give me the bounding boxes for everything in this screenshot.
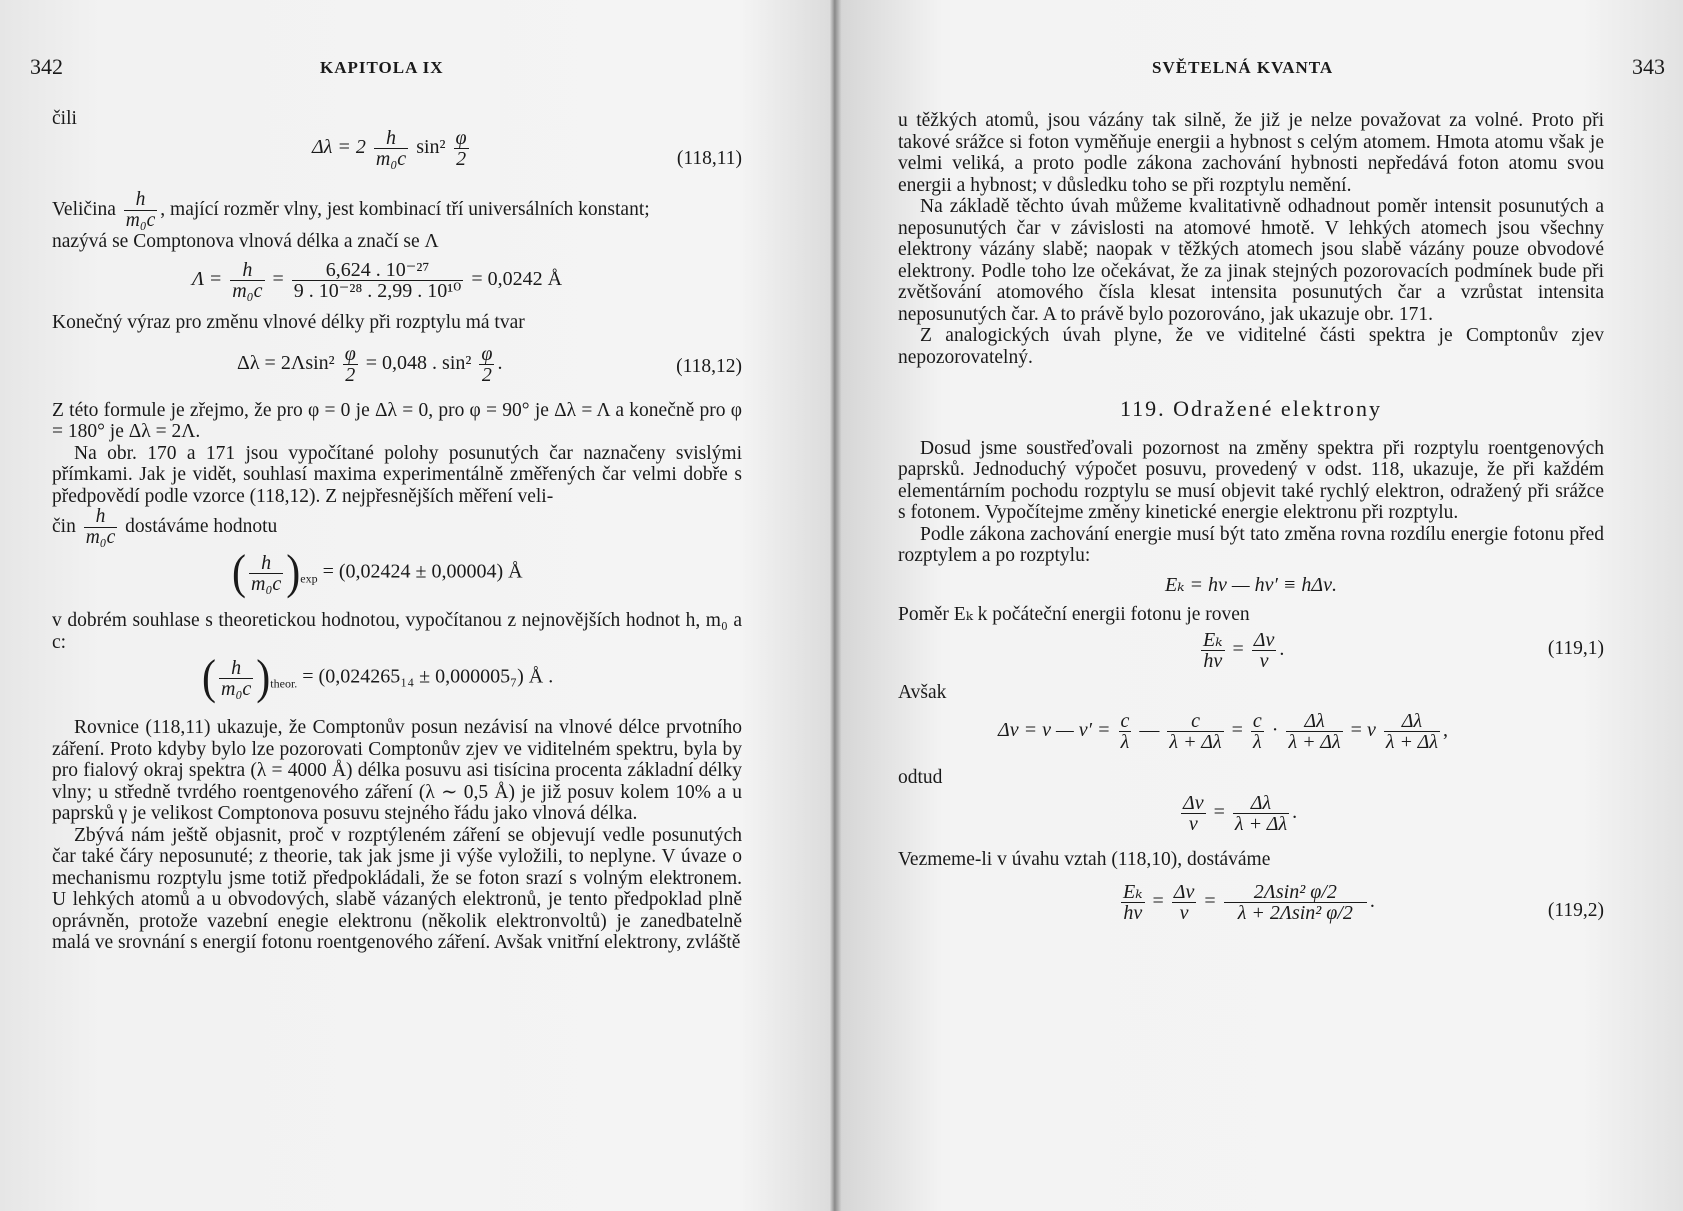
- eq-fraction: [1172, 882, 1197, 923]
- equation-119-2: $\frac{\text{Eₖ}}{h\nu}$ = $\frac{\Delta\nu}{\nu}$ = $\frac{\text{2Λsin² φ/2}}{\text{λ + 2Λsin² φ/2}}$ . (119,2): [1123, 881, 1604, 924]
- right-page: [840, 0, 1683, 1211]
- paren-open: (: [232, 546, 246, 600]
- eq-den: ν: [1252, 650, 1277, 671]
- paragraph-vezmeme: Vezmeme-li v úvahu vztah (118,10), dostáváme: [898, 848, 1271, 870]
- eq-num: Eₖ: [1123, 881, 1143, 903]
- paragraph-velicina: [52, 190, 742, 231]
- equation-118-12: Δλ = 2Λsin² $\frac{\varphi}{2}$ = 0,048 . sin² $\frac{\varphi}{2}$ . (118,12): [237, 342, 742, 386]
- paragraph-v-dobrem: v dobrém souhlase s theoretickou hodnotou, vypočítanou z nejnovějších hodnot h, m₀ a c:: [52, 610, 742, 653]
- eq-num: h: [135, 188, 146, 210]
- eq-fraction: [292, 260, 464, 301]
- eq-den: m₀c: [251, 572, 282, 595]
- paragraph-pomer: Poměr Eₖ k počáteční energii fotonu je roven: [898, 604, 1250, 625]
- eq-num: h: [242, 259, 253, 281]
- running-head: SVĚTELNÁ KVANTA: [1152, 58, 1334, 77]
- paragraph-rovnice: Rovnice (118,11) ukazuje, že Comptonův posun nezávisí na vlnové délce prvotního záření. Proto kdyby bylo lze pozorovati Comptonův zjev ve viditelném spektru, byla by pro fialový okraj spektra (λ = 4000 Å) délka posuvu asi tisícina procenta základní délky vlny; u středně tvrdého roentgenového záření (λ ∼ 0,5 Å) je již posuv kolem 10% a u paprsků γ je velikost Comptonova posuvu stejného řádu jako vlnová délka.: [52, 717, 742, 824]
- text-span: dostáváme hodnotu: [125, 515, 278, 537]
- paragraph-avsak: Avšak: [898, 681, 947, 703]
- eq-result: = 0,0242 Å: [471, 268, 563, 291]
- eq-num: φ: [455, 126, 467, 149]
- right-text-column: [898, 110, 1604, 960]
- eq-value: = (0,02424 ± 0,00004) Å: [322, 560, 523, 583]
- text-span: čin: [52, 515, 76, 537]
- eq-den: hν: [1201, 650, 1225, 671]
- eq-num: Δν: [1173, 881, 1195, 903]
- eq-den: λ + 2Λsin² φ/2: [1224, 902, 1367, 923]
- eq-den: m₀c: [85, 527, 116, 548]
- paren-open: (: [202, 651, 216, 705]
- eq-den: λ + Δλ: [1169, 731, 1222, 753]
- eq-den: m₀c: [221, 677, 252, 700]
- paragraph-nazyva: nazývá se Comptonova vlnová délka a značí se Λ: [52, 230, 439, 252]
- page-number: 342: [30, 54, 63, 79]
- paren-close: ): [256, 651, 271, 705]
- eq-fraction: [1224, 882, 1367, 923]
- eq-den: λ + Δλ: [1234, 812, 1288, 835]
- eq-den: hν: [1121, 902, 1145, 923]
- eq-den: m₀c: [125, 209, 156, 231]
- eq-subscript: exp: [300, 571, 318, 586]
- eq-num: Δλ: [1250, 791, 1272, 814]
- equation-ek: Eₖ = hν — hν′ ≡ hΔν.: [1164, 573, 1338, 596]
- paragraph-z-teto: Z této formule je zřejmo, že pro φ = 0 je Δλ = 0, pro φ = 90° je Δλ = Λ a konečně pro φ = 180° je Δλ = 2Λ.: [52, 399, 742, 442]
- eq-fraction: [1119, 711, 1132, 752]
- paragraph-u-tezkych: u těžkých atomů, jsou vázány tak silně, že již je nelze považovat za volné. Proto při takové srážce si foton vyměňuje energii a hybnost s celým atomem. Hmota atomu však je velmi veliká, a proto podle zákona zachování hybnosti nepředává foton atomu svou energii a hybnost; v důsledku toho se při rozptylu nemění.: [898, 110, 1604, 196]
- eq-fraction: [1251, 711, 1264, 752]
- eq-lhs: Δλ = 2: [312, 135, 366, 158]
- eq-num: Δν: [1183, 791, 1204, 814]
- eq-fraction: [454, 128, 469, 169]
- paragraph-z-analogickych: Z analogických úvah plyne, že ve viditelné části spektra je Comptonův zjev nepozorovatelný.: [898, 325, 1604, 368]
- eq-num: c: [1120, 710, 1130, 732]
- equation-118-11: [52, 126, 742, 180]
- text-span: , mající rozměr vlny, jest kombinací tří universálních konstant;: [160, 198, 650, 220]
- paren-close: ): [286, 546, 301, 600]
- eq-den: 2: [479, 364, 494, 385]
- paragraph-cin: [52, 507, 742, 548]
- equation-number: (119,2): [1547, 900, 1604, 921]
- eq-num: h: [95, 506, 106, 527]
- paragraph-konecny: Konečný výraz pro změnu vlnové délky při rozptylu má tvar: [52, 312, 525, 333]
- section-heading: 119. Odražené elektrony: [1119, 396, 1383, 421]
- eq-fraction: [1233, 793, 1289, 834]
- eq-den: λ: [1119, 731, 1132, 752]
- eq-fraction: [1121, 882, 1145, 923]
- eq-num: φ: [344, 342, 356, 365]
- eq-den: ν: [1172, 902, 1197, 923]
- eq-fraction: [124, 190, 158, 231]
- eq-num: c: [1191, 710, 1200, 732]
- eq-fraction: [1252, 630, 1277, 671]
- eq-lhs: Δλ = 2Λsin²: [237, 351, 335, 374]
- text-span: Veličina: [52, 198, 116, 220]
- paragraph-zbyva: Zbývá nám ještě objasnit, proč v rozptýleném záření se objevují vedle posunutých čar také čáry neposunuté; z theorie, tak jak jsme ji výše vyložili, to neplyne. V úvaze o mechanismu rozptylu jsme totiž předpokládali, že se foton srazí s volným elektronem. U lehkých atomů a u obvodových, slabě vázaných elektronů, je tento předpoklad plně oprávněn, protože vazební enegie elektronu (několik elektronvoltů) je zanedbatelně malá ve srovnání s energií fotonu roentgenového záření. Avšak vnitřní elektrony, zvláště: [52, 824, 742, 953]
- eq-fraction: [1181, 793, 1206, 834]
- eq-den: m₀c: [375, 147, 407, 170]
- paragraph-na-obr: Na obr. 170 a 171 jsou vypočítané polohy posunutých čar naznačeny svislými přímkami. Jak je vidět, souhlasí maxima experimentálně změřených čar velmi dobře s předpovědí podle vzorce (118,12). Z nejpřesnějších měření veli-: [52, 442, 742, 507]
- eq-fraction: [1167, 711, 1223, 752]
- eq-fraction: [84, 507, 118, 548]
- eq-den: 9 . 10⁻²⁸ . 2,99 . 10¹⁰: [293, 280, 462, 302]
- equation-lambda: Λ = $\frac{h}{\text{m₀c}}$ = $\frac{\text{6,624 . 10⁻²⁷}}{\text{9 . 10⁻²⁸ . 2,99 . 10¹⁰}}$ = 0,0242 Å: [192, 259, 563, 302]
- eq-den: m₀c: [232, 280, 263, 302]
- eq-fraction: [343, 344, 358, 385]
- eq-fraction: [249, 553, 283, 594]
- eq-den: 2: [343, 364, 358, 385]
- eq-num: h: [231, 656, 242, 679]
- paragraph-dosud: Dosud jsme soustřeďovali pozornost na změny spektra při rozptylu roentgenových paprsků. Jednoduchý výpočet posuvu, provedený v odst. 118, ukazuje, že při každém elementárním pochodu rozptylu se musí objevit také rychlý elektron, odražený při srážce s fotonem. Vypočítejme změny kinetické energie elektronu při rozptylu.: [898, 437, 1604, 523]
- eq-fraction: [230, 260, 264, 301]
- equation-ratio: $\frac{\Delta\nu}{\nu}$ = $\frac{\Delta\lambda}{\lambda + \Delta\lambda}$ .: [1183, 791, 1298, 835]
- eq-lhs: Λ =: [192, 268, 223, 291]
- eq-fraction: [1384, 711, 1440, 752]
- equation-number: (118,11): [676, 147, 742, 169]
- equation-number: (119,1): [1547, 637, 1604, 659]
- eq-fraction: [1286, 711, 1342, 752]
- eq-sin: sin²: [416, 135, 446, 158]
- eq-rhs: = 0,048 . sin²: [365, 351, 472, 374]
- eq-fraction: [219, 658, 253, 699]
- eq-num: Δλ: [1401, 710, 1423, 732]
- eq-den: 2: [454, 148, 469, 169]
- paragraph-na-zaklade: Na základě těchto úvah můžeme kvalitativně odhadnout poměr intensit posunutých a neposunutých čar v závislosti na atomové hmotě. V lehkých atomech jsou všechny elektrony vázány slabě; naopak v těžkých atomech jsou slabě vázány pouze obvodové elektrony. Podle toho lze očekávat, že za jinak stejných pozorovacích podmínek bude při zvětšování atomového čísla klesat intensita posunutých čar a vzrůstat intensita neposunutých čar. A to právě bylo pozorováno, jak ukazuje obr. 171.: [898, 196, 1604, 325]
- equation-exp: [52, 546, 742, 606]
- eq-num: Δν: [1253, 628, 1275, 651]
- eq-fraction: [479, 344, 494, 385]
- eq-fraction: [374, 128, 408, 169]
- eq-den: λ + Δλ: [1385, 731, 1439, 753]
- equation-119-1: $\frac{\text{Eₖ}}{h\nu}$ = $\frac{\Delta\nu}{\nu}$ . (119,1): [1203, 628, 1604, 672]
- paragraph-cili: čili: [52, 108, 77, 129]
- running-head: KAPITOLA IX: [320, 58, 444, 77]
- paragraph-podle: Podle zákona zachování energie musí být tato změna rovna rozdílu energie fotonu před rozptylem a po rozptylu:: [898, 523, 1604, 566]
- page-number: 343: [1632, 54, 1665, 79]
- eq-num: c: [1252, 710, 1262, 732]
- equation-number: (118,12): [676, 355, 742, 377]
- eq-lhs: Δν = ν — ν′ =: [998, 719, 1111, 742]
- equation-theor: [52, 651, 742, 711]
- eq-num: Eₖ: [1203, 628, 1223, 651]
- eq-num: h: [261, 551, 272, 574]
- eq-den: λ + Δλ: [1288, 731, 1341, 753]
- eq-num: Δλ: [1304, 710, 1325, 732]
- eq-fraction: [1201, 630, 1225, 671]
- paragraph-odtud: odtud: [898, 767, 943, 788]
- eq-value: = (0,024265₁₄ ± 0,000005₇) Å .: [302, 665, 554, 688]
- left-page: [0, 0, 830, 1211]
- eq-num: 2Λsin² φ/2: [1253, 881, 1337, 903]
- equation-delta-nu: Δν = ν — ν′ = $\frac{c}{\lambda}$ — $\frac{c}{\lambda + \Delta\lambda}$ = $\frac{c}{\lambda}$ · $\frac{\Delta\lambda}{\lambda + \Delta\lambda}$ = ν $\frac{\Delta\lambda}{\lambda + \Delta\lambda}$ ,: [998, 710, 1449, 753]
- eq-nu: ν: [1366, 719, 1376, 742]
- eq-num: 6,624 . 10⁻²⁷: [325, 259, 430, 281]
- eq-den: ν: [1181, 813, 1206, 834]
- left-text-column: [52, 108, 742, 954]
- eq-den: λ: [1251, 731, 1264, 752]
- eq-num: φ: [481, 342, 493, 365]
- eq-num: h: [386, 126, 397, 149]
- eq-subscript: theor.: [270, 676, 298, 691]
